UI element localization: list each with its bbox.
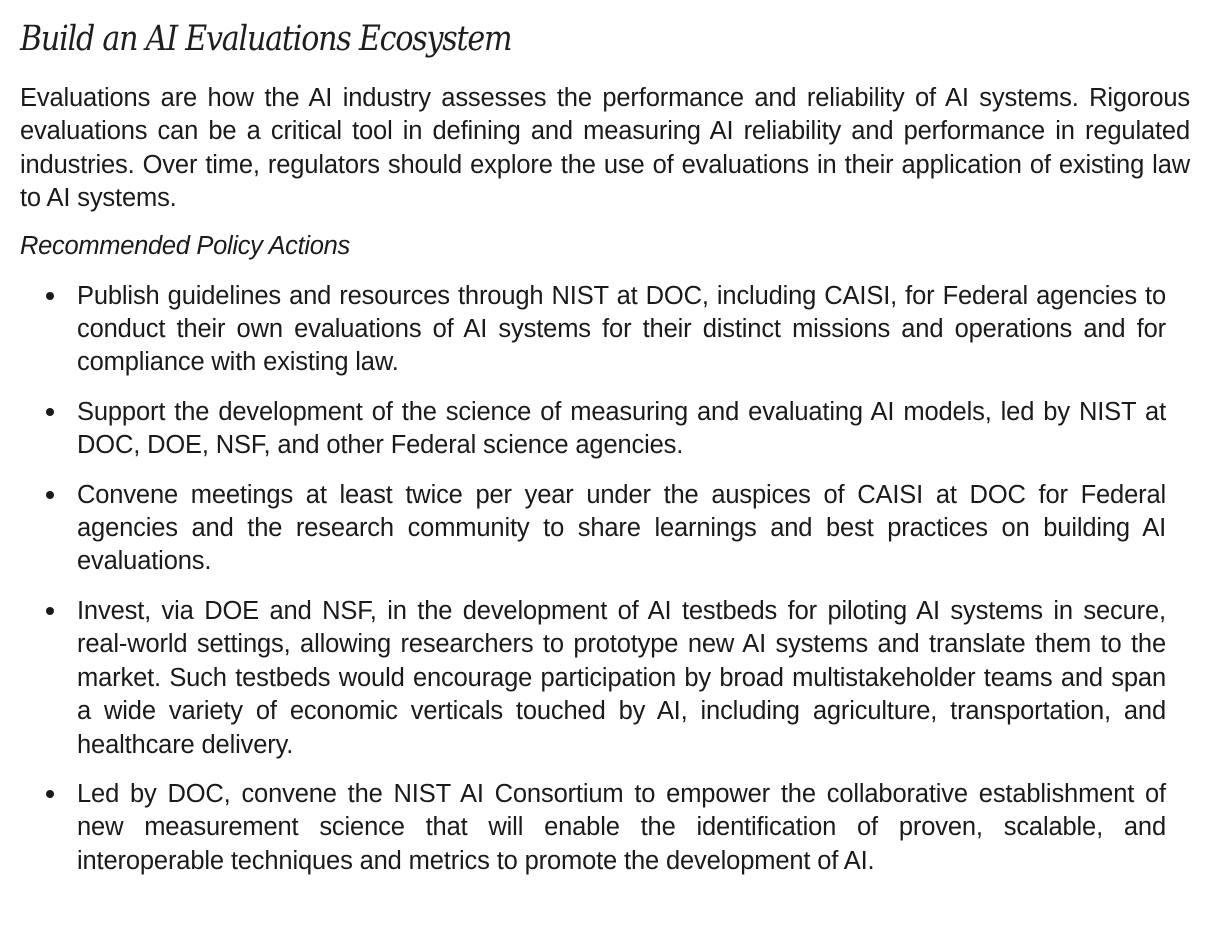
bullet-icon (46, 607, 54, 615)
policy-action-text: Support the development of the science of measuring and evaluating AI models, led by NIST at DOC, DOE, NSF, and other Federal science agencies. (77, 397, 1166, 460)
policy-action-item (20, 396, 1166, 463)
policy-actions-subheading: Recommended Policy Actions (20, 231, 350, 260)
policy-action-item (20, 479, 1166, 579)
policy-action-item (20, 778, 1166, 878)
policy-action-text: Publish guidelines and resources through NIST at DOC, including CAISI, for Federal agencies to conduct their own evaluations of AI systems for their distinct missions and operations and for compliance with existing law. (77, 281, 1166, 377)
policy-action-item (20, 280, 1166, 380)
bullet-icon (46, 292, 54, 300)
policy-action-text: Led by DOC, convene the NIST AI Consortium to empower the collaborative establishment of new measurement science that will enable the identification of proven, scalable, and interoperable techniques and metrics to promote the development of AI. (77, 779, 1166, 875)
document-page (20, 14, 1190, 894)
bullet-icon (46, 408, 54, 416)
bullet-icon (46, 790, 54, 798)
policy-action-item (20, 595, 1166, 762)
intro-paragraph: Evaluations are how the AI industry assesses the performance and reliability of AI systems. Rigorous evaluations can be a critical tool in defining and measuring AI reliability and performance in regulated industries. Over time, regulators should explore the use of evaluations in their application of existing law to AI systems. (20, 84, 1190, 213)
bullet-icon (46, 491, 54, 499)
policy-action-text: Convene meetings at least twice per year under the auspices of CAISI at DOC for Federal agencies and the research community to share learnings and best practices on building AI evaluations. (77, 480, 1166, 576)
section-title: Build an AI Evaluations Ecosystem (20, 19, 512, 59)
policy-actions-list (20, 280, 1166, 879)
policy-action-text: Invest, via DOE and NSF, in the development of AI testbeds for piloting AI systems in secure, real-world settings, allowing researchers to prototype new AI systems and translate them to the market. Such testbeds would encourage participation by broad multistakeholder teams and span a wide variety of economic verticals touched by AI, including agriculture, transportation, and healthcare delivery. (77, 596, 1166, 759)
